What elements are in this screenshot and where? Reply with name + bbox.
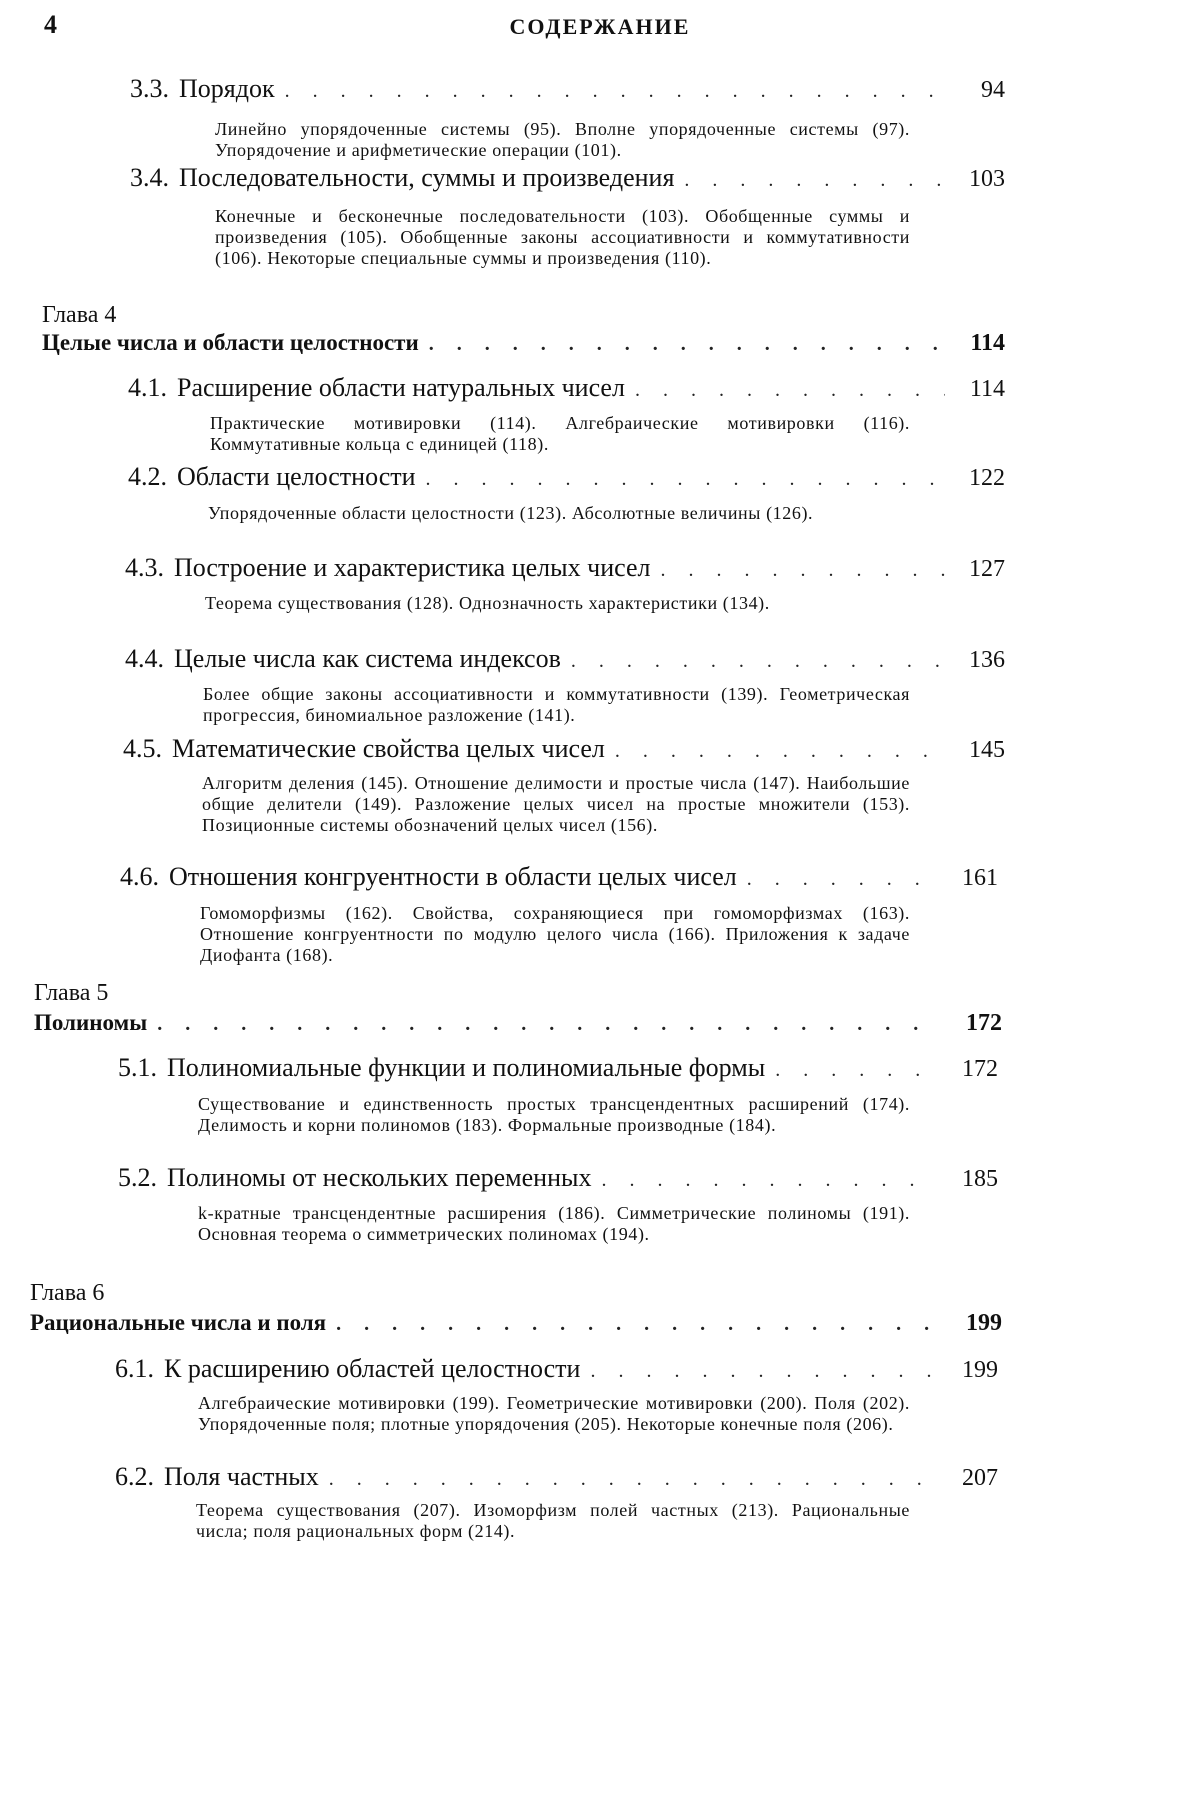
section-description: Линейно упорядоченные системы (95). Вполне упорядоченные системы (97). Упорядочение и арифметические операции (101). <box>215 119 910 161</box>
page-ref: 199 <box>948 1357 998 1384</box>
section-description: Алгоритм деления (145). Отношение делимости и простые числа (147). Наибольшие общие делители (149). Разложение целых чисел на простые множители (153). Позиционные системы обозначений целых чисел (156). <box>202 773 910 836</box>
page-header <box>0 8 1200 48</box>
page-ref: 114 <box>955 376 1005 403</box>
section-number: 5.1. <box>118 1053 167 1083</box>
page-ref: 161 <box>948 865 998 892</box>
section-number: 6.1. <box>115 1354 164 1384</box>
page-ref: 122 <box>955 465 1005 492</box>
toc-entry-6-2[interactable] <box>115 1462 998 1492</box>
dot-leader <box>601 1169 938 1192</box>
section-title: Поля частных <box>164 1462 319 1492</box>
toc-chapter-4[interactable] <box>42 330 1005 357</box>
section-description: Теорема существования (128). Однозначность характеристики (134). <box>205 593 910 614</box>
chapter-label: Глава 5 <box>34 980 108 1007</box>
toc-chapter-6[interactable] <box>30 1310 1002 1337</box>
section-number: 4.5. <box>123 734 172 764</box>
toc-entry-4-5[interactable] <box>123 734 1005 764</box>
section-description: Алгебраические мотивировки (199). Геометрические мотивировки (200). Поля (202). Упорядоченные поля; плотные упорядочения (205). Некоторые конечные поля (206). <box>198 1393 910 1435</box>
section-title: Целые числа как система индексов <box>174 644 561 674</box>
section-title: Полиномы от нескольких переменных <box>167 1163 591 1193</box>
toc-entry-5-2[interactable] <box>118 1163 998 1193</box>
section-title: Полиномиальные функции и полиномиальные формы <box>167 1053 765 1083</box>
section-title: Математические свойства целых чисел <box>172 734 605 764</box>
toc-chapter-5[interactable] <box>34 1010 1002 1037</box>
section-description: Практические мотивировки (114). Алгебраические мотивировки (116). Коммутативные кольца с единицей (118). <box>210 413 910 455</box>
dot-leader <box>775 1059 938 1082</box>
section-number: 4.4. <box>125 644 174 674</box>
section-description: Существование и единственность простых трансцендентных расширений (174). Делимость и корни полиномов (183). Формальные производные (184). <box>198 1094 910 1136</box>
chapter-label: Глава 4 <box>42 302 116 329</box>
toc-entry-4-1[interactable] <box>128 373 1005 403</box>
dot-leader <box>336 1313 942 1336</box>
chapter-label: Глава 6 <box>30 1280 104 1307</box>
page-ref: 127 <box>955 556 1005 583</box>
page-ref: 136 <box>955 647 1005 674</box>
dot-leader <box>747 868 938 891</box>
dot-leader <box>329 1468 938 1491</box>
dot-leader <box>684 169 945 192</box>
section-description: Гомоморфизмы (162). Свойства, сохраняющиеся при гомоморфизмах (163). Отношение конгруентности по модулю целого числа (166). Приложения к задаче Диофанта (168). <box>200 903 910 966</box>
page-ref: 172 <box>952 1010 1002 1037</box>
page-ref: 185 <box>948 1166 998 1193</box>
dot-leader <box>615 740 945 763</box>
section-title: Области целостности <box>177 462 416 492</box>
section-title: Порядок <box>179 74 275 104</box>
dot-leader <box>590 1360 938 1383</box>
section-title: Отношения конгруентности в области целых чисел <box>169 862 737 892</box>
chapter-title: Полиномы <box>34 1010 147 1036</box>
section-number: 4.1. <box>128 373 177 403</box>
section-number: 4.3. <box>125 553 174 583</box>
page-title: СОДЕРЖАНИЕ <box>0 14 1200 40</box>
dot-leader <box>426 468 945 491</box>
dot-leader <box>285 80 945 103</box>
section-title: Расширение области натуральных чисел <box>177 373 625 403</box>
toc-entry-4-3[interactable] <box>125 553 1005 583</box>
dot-leader <box>157 1013 942 1036</box>
toc-entry-4-4[interactable] <box>125 644 1005 674</box>
chapter-title: Целые числа и области целостности <box>42 330 419 356</box>
section-number: 6.2. <box>115 1462 164 1492</box>
page-ref: 172 <box>948 1056 998 1083</box>
dot-leader <box>660 559 945 582</box>
toc-entry-5-1[interactable] <box>118 1053 998 1083</box>
page-ref: 94 <box>955 77 1005 104</box>
section-number: 3.3. <box>130 74 179 104</box>
section-number: 4.6. <box>120 862 169 892</box>
toc-entry-4-2[interactable] <box>128 462 1005 492</box>
page-number: 4 <box>44 10 57 40</box>
section-title: Последовательности, суммы и произведения <box>179 163 674 193</box>
dot-leader <box>571 650 945 673</box>
toc-entry-3-3[interactable] <box>130 74 1005 104</box>
page-ref: 199 <box>952 1310 1002 1337</box>
dot-leader <box>429 333 945 356</box>
page-ref: 145 <box>955 737 1005 764</box>
section-title: Построение и характеристика целых чисел <box>174 553 650 583</box>
page-ref: 114 <box>955 330 1005 357</box>
section-description: Упорядоченные области целостности (123). Абсолютные величины (126). <box>208 503 910 524</box>
toc-entry-3-4[interactable] <box>130 163 1005 193</box>
section-number: 5.2. <box>118 1163 167 1193</box>
section-number: 4.2. <box>128 462 177 492</box>
section-description: k-кратные трансцендентные расширения (186). Симметрические полиномы (191). Основная теорема о симметрических полиномах (194). <box>198 1203 910 1245</box>
page-ref: 207 <box>948 1465 998 1492</box>
section-description: Конечные и бесконечные последовательности (103). Обобщенные суммы и произведения (105). Обобщенные законы ассоциативности и коммутативности (106). Некоторые специальные суммы и произведения (110). <box>215 206 910 269</box>
toc-page <box>0 0 1200 1795</box>
dot-leader <box>635 379 945 402</box>
section-description: Теорема существования (207). Изоморфизм полей частных (213). Рациональные числа; поля рациональных форм (214). <box>196 1500 910 1542</box>
toc-entry-4-6[interactable] <box>120 862 998 892</box>
section-number: 3.4. <box>130 163 179 193</box>
section-description: Более общие законы ассоциативности и коммутативности (139). Геометрическая прогрессия, биномиальное разложение (141). <box>203 684 910 726</box>
section-title: К расширению областей целостности <box>164 1354 580 1384</box>
toc-entry-6-1[interactable] <box>115 1354 998 1384</box>
page-ref: 103 <box>955 166 1005 193</box>
chapter-title: Рациональные числа и поля <box>30 1310 326 1336</box>
